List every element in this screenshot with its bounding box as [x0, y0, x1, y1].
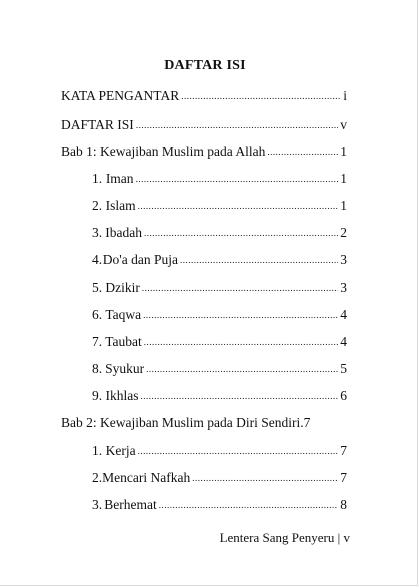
toc-page-number: 1 — [340, 198, 347, 213]
toc-subentry — [92, 225, 347, 243]
dot-leader — [180, 255, 338, 265]
toc-entry-number: 8. — [92, 361, 103, 376]
toc-entry-text: DAFTAR ISI — [61, 117, 134, 132]
toc-subentry — [92, 252, 347, 270]
toc-page-number: 1 — [340, 171, 347, 186]
toc-chapter-entry — [61, 117, 347, 135]
toc-entry-text: KATA PENGANTAR — [61, 88, 180, 103]
toc-entry-number: 1. — [92, 171, 103, 186]
toc-page-number: 6 — [340, 388, 347, 403]
toc-subentry — [92, 497, 347, 515]
toc-entry-text: Do'a dan Puja — [102, 252, 178, 267]
toc-page-number: 4 — [340, 334, 347, 349]
toc-page-number: 7 — [340, 443, 347, 458]
toc-entry-text: Berhemat — [104, 497, 157, 512]
toc-entry-text: Ikhlas — [105, 388, 139, 403]
toc-subentry — [92, 361, 347, 379]
dot-leader — [181, 91, 341, 101]
toc-subentry — [92, 470, 347, 488]
toc-title: DAFTAR ISI — [164, 58, 246, 73]
dot-leader — [267, 147, 338, 157]
toc-chapter-entry — [61, 144, 347, 162]
toc-entry-text: Syukur — [105, 361, 145, 376]
dot-leader — [136, 120, 338, 130]
toc-entry-text: Bab 1: Kewajiban Muslim pada Allah — [61, 144, 266, 159]
dot-leader — [138, 201, 339, 211]
toc-entry-number: 9. — [92, 388, 103, 403]
dot-leader — [138, 446, 339, 456]
toc-subentry — [92, 280, 347, 298]
toc-entry-number: 1. — [92, 443, 103, 458]
toc-entry-text: Dzikir — [105, 280, 140, 295]
toc-entry-number: 2. — [92, 198, 103, 213]
toc-page-number: 3 — [340, 280, 347, 295]
dot-leader — [144, 228, 338, 238]
toc-page-number: 3 — [340, 252, 347, 267]
toc-entry-text: Mencari Nafkah — [102, 470, 191, 485]
dot-leader — [192, 473, 338, 483]
toc-entry-number: 6. — [92, 307, 103, 322]
toc-entry-number: 2. — [92, 470, 103, 485]
toc-entry-number: 5. — [92, 280, 103, 295]
toc-entry-number: 7. — [92, 334, 103, 349]
toc-page-number: 2 — [340, 225, 347, 240]
toc-subentry — [92, 171, 347, 189]
toc-page-number: i — [343, 88, 347, 103]
dot-leader — [146, 364, 338, 374]
toc-entry-text: Taubat — [105, 334, 142, 349]
toc-page-number: 5 — [340, 361, 347, 376]
dot-leader — [159, 500, 339, 510]
toc-entry-text: Bab 2: Kewajiban Muslim pada Diri Sendiri.7 — [61, 415, 311, 430]
toc-entry-text: Kerja — [105, 443, 136, 458]
toc-page-number: 7 — [340, 470, 347, 485]
page-footer: Lentera Sang Penyeru | v — [219, 530, 350, 545]
toc-subentry — [92, 443, 347, 461]
toc-page-number: 8 — [340, 497, 347, 512]
toc-chapter-entry — [61, 415, 347, 433]
toc-entry-number: 3. — [92, 497, 103, 512]
toc-chapter-entry — [61, 88, 347, 106]
toc-page-number: v — [340, 117, 347, 132]
toc-subentry — [92, 334, 347, 352]
dot-leader — [144, 337, 338, 347]
dot-leader — [143, 310, 338, 320]
toc-entry-text: Taqwa — [105, 307, 142, 322]
toc-entry-number: 4. — [92, 252, 103, 267]
toc-entry-text: Iman — [105, 171, 134, 186]
dot-leader — [140, 391, 338, 401]
toc-entry-text: Islam — [105, 198, 136, 213]
toc-page-number: 4 — [340, 307, 347, 322]
toc-subentry — [92, 307, 347, 325]
toc-entry-text: Ibadah — [105, 225, 142, 240]
toc-entry-number: 3. — [92, 225, 103, 240]
toc-subentry — [92, 388, 347, 406]
toc-page-number: 1 — [340, 144, 347, 159]
toc-subentry — [92, 198, 347, 216]
dot-leader — [142, 283, 338, 293]
dot-leader — [136, 174, 339, 184]
